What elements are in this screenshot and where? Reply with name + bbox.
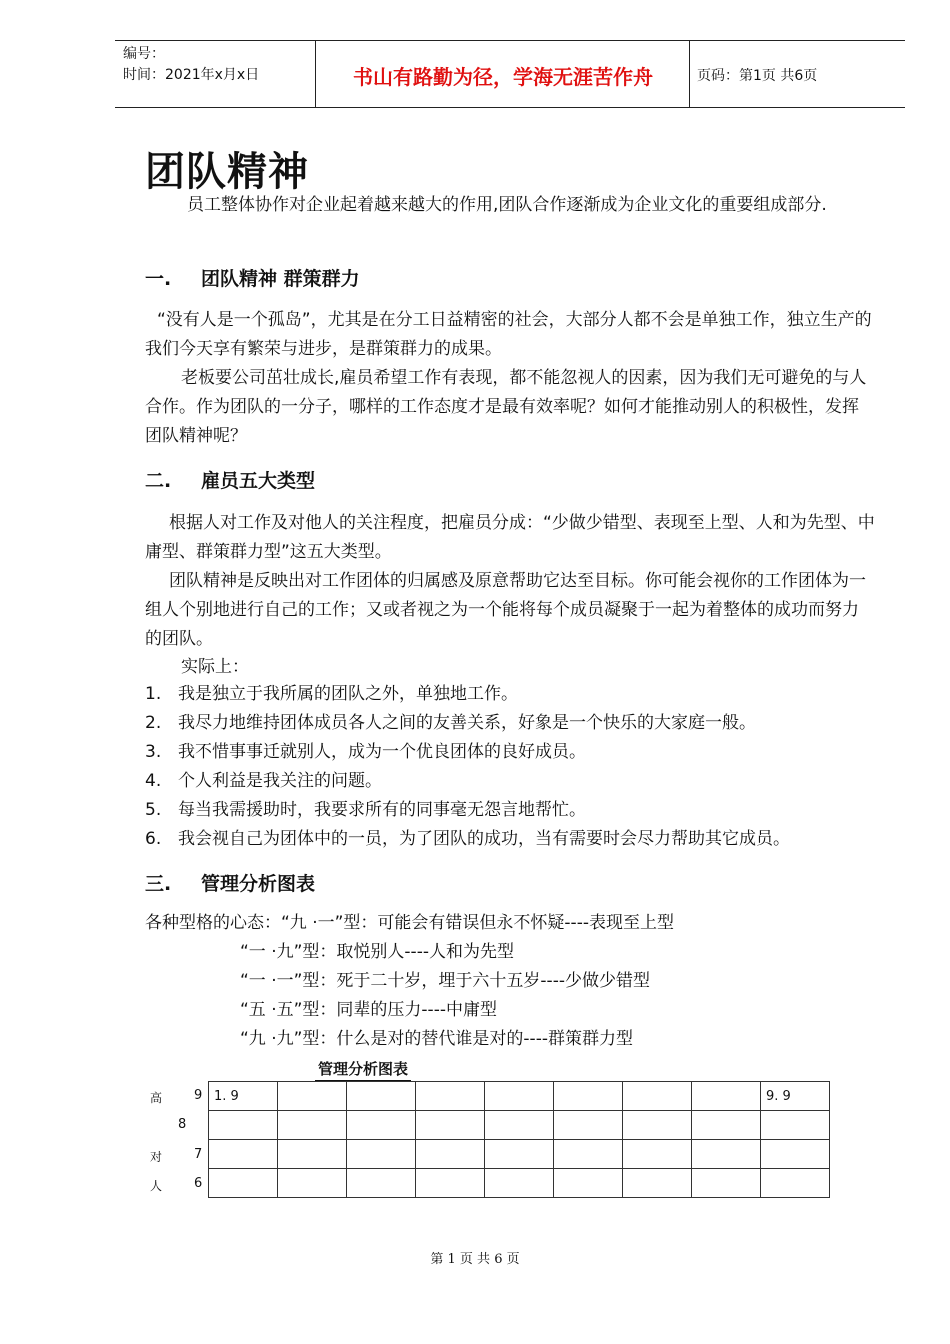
grid-cell xyxy=(692,1140,761,1169)
header-divider xyxy=(315,41,316,107)
section2-paragraph-3: 实际上： xyxy=(181,657,249,677)
time-label: 时间：2021年x月x日 xyxy=(123,67,260,83)
grid-cell xyxy=(554,1140,623,1169)
grid-cell xyxy=(209,1111,278,1140)
list-item-text: 个人利益是我关注的问题。 xyxy=(178,771,382,791)
grid-cell xyxy=(278,1169,347,1198)
section-title: 管理分析图表 xyxy=(201,873,316,895)
y-tick-label: 8 xyxy=(178,1117,187,1132)
y-tick-label: 9 xyxy=(194,1088,203,1103)
section-number: 一. xyxy=(145,268,172,290)
list-item-number: 5. xyxy=(145,800,162,820)
grid-cell-1-9: 1. 9 xyxy=(209,1082,278,1111)
list-item-text: 我会视自己为团体中的一员，为了团队的成功，当有需要时会尽力帮助其它成员。 xyxy=(178,829,790,849)
header-divider xyxy=(689,41,690,107)
section-number: 二. xyxy=(145,470,172,492)
list-item xyxy=(145,680,518,709)
grid-cell xyxy=(416,1169,485,1198)
y-axis-label-char: 人 xyxy=(150,1179,163,1193)
grid-cell-9-9: 9. 9 xyxy=(761,1082,830,1111)
mindset-line: “一 ·九”型：取悦别人----人和为先型 xyxy=(240,942,514,962)
grid-cell xyxy=(485,1111,554,1140)
grid-cell xyxy=(347,1140,416,1169)
grid-row xyxy=(209,1140,830,1169)
page-header xyxy=(115,40,905,108)
grid-cell xyxy=(692,1169,761,1198)
mindset-line: 各种型格的心态：“九 ·一”型：可能会有错误但永不怀疑----表现至上型 xyxy=(145,913,674,933)
grid-cell xyxy=(485,1082,554,1111)
grid-cell xyxy=(209,1140,278,1169)
grid-cell xyxy=(623,1169,692,1198)
section2-paragraph-2: 团队精神是反映出对工作团体的归属感及原意帮助它达至目标。你可能会视你的工作团体为一组人个别地进行自己的工作；又或者视之为一个能将每个成员凝聚于一起为着整体的成功而努力的团队。 xyxy=(145,571,866,649)
grid-cell xyxy=(485,1140,554,1169)
list-item xyxy=(145,709,756,738)
grid-cell xyxy=(416,1111,485,1140)
page-footer: 第 1 页 共 6 页 xyxy=(430,1252,520,1267)
grid-cell xyxy=(485,1169,554,1198)
grid-row xyxy=(209,1111,830,1140)
section-number: 三. xyxy=(145,873,172,895)
list-item xyxy=(145,738,586,767)
grid-cell xyxy=(692,1082,761,1111)
list-item-number: 3. xyxy=(145,742,162,762)
management-grid xyxy=(208,1081,830,1198)
grid-cell xyxy=(554,1082,623,1111)
grid-cell xyxy=(623,1140,692,1169)
list-item-number: 6. xyxy=(145,829,162,849)
list-item xyxy=(145,825,790,854)
grid-cell xyxy=(278,1111,347,1140)
y-tick-label: 6 xyxy=(194,1176,203,1191)
grid-cell xyxy=(278,1140,347,1169)
grid-cell xyxy=(623,1111,692,1140)
list-item-text: 我不惜事事迁就别人，成为一个优良团体的良好成员。 xyxy=(178,742,586,762)
document-title: 团队精神 xyxy=(145,149,309,195)
y-axis-label-char: 高 xyxy=(150,1091,163,1105)
grid-cell xyxy=(692,1111,761,1140)
section2-paragraph-1: 根据人对工作及对他人的关注程度，把雇员分成：“少做少错型、表现至上型、人和为先型、中庸型、群策群力型”这五大类型。 xyxy=(145,513,875,562)
list-item xyxy=(145,767,382,796)
grid-cell xyxy=(761,1169,830,1198)
section1-paragraph-1: “没有人是一个孤岛”，尤其是在分工日益精密的社会，大部分人都不会是单独工作，独立生产的我们今天享有繁荣与进步，是群策群力的成果。 xyxy=(145,310,872,359)
grid-cell xyxy=(416,1140,485,1169)
intro-paragraph: 员工整体协作对企业起着越来越大的作用,团队合作逐渐成为企业文化的重要组成部分. xyxy=(187,195,827,215)
grid-row xyxy=(209,1169,830,1198)
mindset-line: “九 ·九”型：什么是对的替代谁是对的----群策群力型 xyxy=(240,1029,633,1049)
grid-cell xyxy=(623,1082,692,1111)
grid-cell xyxy=(347,1082,416,1111)
list-item-number: 1. xyxy=(145,684,162,704)
y-axis-label-char: 对 xyxy=(150,1150,163,1164)
grid-row xyxy=(209,1082,830,1111)
list-item-text: 我是独立于我所属的团队之外，单独地工作。 xyxy=(178,684,518,704)
mindset-line: “五 ·五”型：同辈的压力----中庸型 xyxy=(240,1000,497,1020)
section-title: 雇员五大类型 xyxy=(201,470,316,492)
grid-cell xyxy=(347,1111,416,1140)
grid-cell xyxy=(209,1169,278,1198)
y-tick-label: 7 xyxy=(194,1147,203,1162)
grid-cell xyxy=(761,1140,830,1169)
chart-title: 管理分析图表 xyxy=(315,1058,411,1081)
mindset-line: “一 ·一”型：死于二十岁，埋于六十五岁----少做少错型 xyxy=(240,971,650,991)
header-meta xyxy=(123,44,259,86)
header-page-label: 页码：第1页 共6页 xyxy=(697,68,818,84)
grid-cell xyxy=(761,1111,830,1140)
number-label: 编号： xyxy=(123,46,165,62)
grid-cell xyxy=(554,1169,623,1198)
section1-paragraph-2: 老板要公司茁壮成长,雇员希望工作有表现，都不能忽视人的因素，因为我们无可避免的与人合作。作为团队的一分子，哪样的工作态度才是最有效率呢？如何才能推动别人的积极性，发挥团队精神呢？ xyxy=(145,368,867,446)
grid-cell xyxy=(416,1082,485,1111)
list-item-text: 每当我需援助时，我要求所有的同事毫无怨言地帮忙。 xyxy=(178,800,586,820)
list-item-text: 我尽力地维持团体成员各人之间的友善关系，好象是一个快乐的大家庭一般。 xyxy=(178,713,756,733)
list-item-number: 2. xyxy=(145,713,162,733)
header-motto: 书山有路勤为径，学海无涯苦作舟 xyxy=(353,65,653,89)
section-heading-1 xyxy=(145,264,360,291)
list-item-number: 4. xyxy=(145,771,162,791)
section-heading-2 xyxy=(145,466,315,493)
section-title: 团队精神 群策群力 xyxy=(201,268,360,290)
grid-cell xyxy=(347,1169,416,1198)
list-item xyxy=(145,796,586,825)
section-heading-3 xyxy=(145,869,315,896)
grid-cell xyxy=(554,1111,623,1140)
grid-cell xyxy=(278,1082,347,1111)
